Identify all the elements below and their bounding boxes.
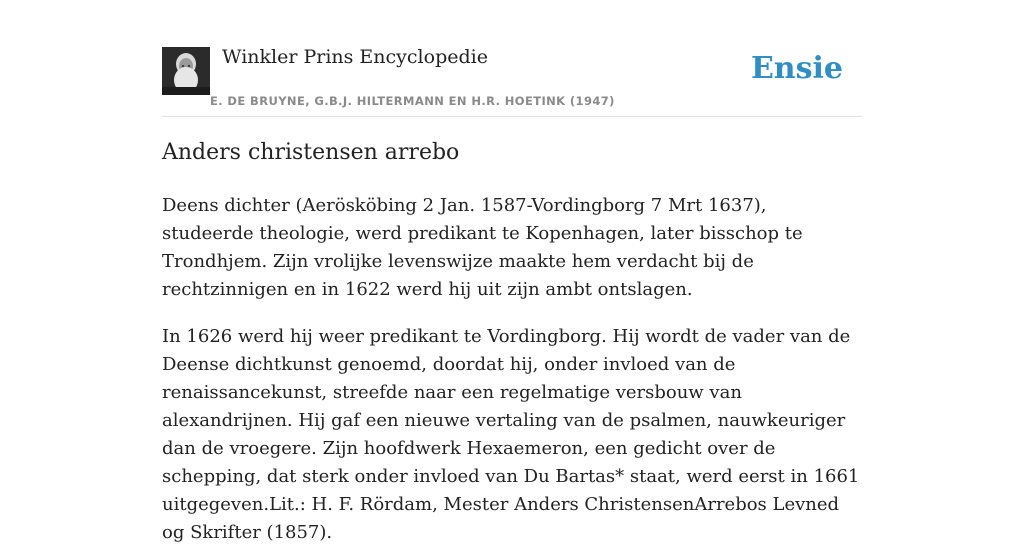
article-title: Anders christensen arrebo bbox=[162, 140, 460, 165]
brand-logo[interactable]: Ensie bbox=[750, 51, 843, 86]
bearded-man-portrait-icon bbox=[162, 47, 210, 95]
encyclopedia-title[interactable]: Winkler Prins Encyclopedie bbox=[222, 46, 488, 68]
article-paragraph: In 1626 werd hij weer predikant te Vordingborg. Hij wordt de vader van de Deense dichtkunst genoemd, doordat hij, onder invloed van de renaissancekunst, streefde naar een regelmatige versbouw van alexandrijnen. Hij gaf een nieuwe vertaling van de psalmen, nauwkeuriger dan de vroegere. Zijn hoofdwerk Hexaemeron, een gedicht over de schepping, dat sterk onder invloed van Du Bartas* staat, werd eerst in 1661 uitgegeven.Lit.: H. F. Rördam, Mester Anders ChristensenArrebos Levned og Skrifter (1857). bbox=[162, 326, 860, 543]
article-paragraph: Deens dichter (Aerösköbing 2 Jan. 1587-Vordingborg 7 Mrt 1637), studeerde theologie, werd predikant te Kopenhagen, later bisschop te Trondhjem. Zijn vrolijke levenswijze maakte hem verdacht bij de rechtzinnigen en in 1622 werd hij uit zijn ambt ontslagen. bbox=[162, 195, 803, 300]
site-header bbox=[162, 0, 862, 117]
page bbox=[162, 0, 862, 543]
authors-line: E. DE BRUYNE, G.B.J. HILTERMANN EN H.R. HOETINK (1947) bbox=[210, 94, 615, 108]
avatar[interactable] bbox=[162, 47, 210, 95]
